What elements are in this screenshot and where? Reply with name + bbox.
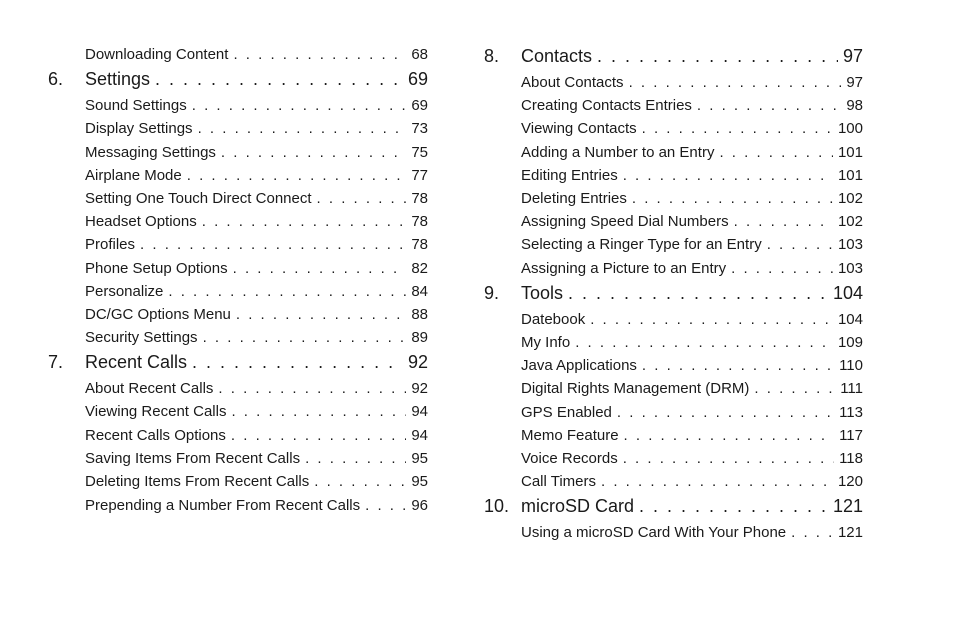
- page-number: 103: [837, 236, 863, 253]
- dot-leader: [791, 524, 833, 541]
- toc-chapter-entry[interactable]: [48, 69, 428, 90]
- toc-section-entry[interactable]: [484, 97, 863, 114]
- page-number: 68: [411, 46, 428, 63]
- section-title: Setting One Touch Direct Connect: [85, 190, 312, 207]
- toc-section-entry[interactable]: [484, 311, 863, 328]
- toc-section-entry[interactable]: [48, 380, 428, 397]
- dot-leader: [365, 497, 406, 514]
- dot-leader: [623, 167, 833, 184]
- toc-section-entry[interactable]: [484, 334, 863, 351]
- page-number: 110: [839, 357, 863, 374]
- toc-section-entry[interactable]: [484, 380, 863, 397]
- toc-section-entry[interactable]: [48, 329, 428, 346]
- toc-section-entry[interactable]: [48, 403, 428, 420]
- page-number: 120: [837, 473, 863, 490]
- toc-section-entry[interactable]: [48, 283, 428, 300]
- dot-leader: [601, 473, 833, 490]
- chapter-title: Tools: [521, 283, 564, 303]
- toc-section-entry[interactable]: [48, 260, 428, 277]
- page-number: 103: [837, 260, 863, 277]
- dot-leader: [198, 120, 407, 137]
- page-number: 104: [832, 283, 863, 303]
- chapter-title: microSD Card: [521, 496, 635, 516]
- chapter-number: 8.: [484, 46, 500, 66]
- dot-leader: [233, 46, 406, 63]
- toc-section-entry[interactable]: [484, 357, 863, 374]
- section-title: Messaging Settings: [85, 144, 216, 161]
- dot-leader: [629, 74, 842, 91]
- section-title: DC/GC Options Menu: [85, 306, 231, 323]
- dot-leader: [731, 260, 833, 277]
- dot-leader: [203, 329, 407, 346]
- dot-leader: [192, 97, 407, 114]
- toc-section-entry[interactable]: [48, 120, 428, 137]
- page-number: 117: [839, 427, 863, 444]
- toc-section-entry[interactable]: [484, 404, 863, 421]
- toc-section-entry[interactable]: [48, 213, 428, 230]
- toc-section-entry[interactable]: [48, 497, 428, 514]
- section-title: Downloading Content: [85, 46, 229, 63]
- chapter-number: 10.: [484, 496, 510, 516]
- chapter-title: Recent Calls: [85, 352, 188, 372]
- page-number: 98: [846, 97, 863, 114]
- dot-leader: [623, 450, 834, 467]
- section-title: Viewing Contacts: [521, 120, 637, 137]
- section-title: Selecting a Ringer Type for an Entry: [521, 236, 762, 253]
- dot-leader: [624, 427, 835, 444]
- page-number: 89: [411, 329, 428, 346]
- toc-section-entry[interactable]: [48, 450, 428, 467]
- dot-leader: [568, 283, 828, 304]
- chapter-number: 9.: [484, 283, 500, 303]
- dot-leader: [590, 311, 833, 328]
- section-title: Display Settings: [85, 120, 193, 137]
- dot-leader: [192, 352, 403, 373]
- dot-leader: [617, 404, 834, 421]
- page-number: 109: [837, 334, 863, 351]
- section-title: Security Settings: [85, 329, 198, 346]
- section-title: Editing Entries: [521, 167, 618, 184]
- dot-leader: [632, 190, 833, 207]
- page-number: 113: [839, 404, 863, 421]
- page-number: 102: [837, 213, 863, 230]
- page-number: 84: [411, 283, 428, 300]
- page-number: 100: [837, 120, 863, 137]
- section-title: Recent Calls Options: [85, 427, 226, 444]
- dot-leader: [754, 380, 835, 397]
- dot-leader: [155, 69, 403, 90]
- section-title: Phone Setup Options: [85, 260, 228, 277]
- dot-leader: [187, 167, 407, 184]
- section-title: Memo Feature: [521, 427, 619, 444]
- page-number: 82: [411, 260, 428, 277]
- page-number: 92: [411, 380, 428, 397]
- toc-section-entry[interactable]: [484, 120, 863, 137]
- toc-section-entry[interactable]: [484, 190, 863, 207]
- dot-leader: [697, 97, 841, 114]
- toc-chapter-entry[interactable]: [484, 496, 863, 517]
- page-number: 78: [411, 236, 428, 253]
- toc-section-entry[interactable]: [48, 427, 428, 444]
- dot-leader: [642, 120, 833, 137]
- chapter-title: Settings: [85, 69, 151, 89]
- dot-leader: [719, 144, 833, 161]
- section-title: Digital Rights Management (DRM): [521, 380, 750, 397]
- page-number: 97: [846, 74, 863, 91]
- dot-leader: [734, 213, 833, 230]
- chapter-title: Contacts: [521, 46, 593, 66]
- page-number: 77: [411, 167, 428, 184]
- page-number: 69: [407, 69, 428, 89]
- toc-chapter-entry[interactable]: [484, 46, 863, 67]
- page-number: 94: [411, 427, 428, 444]
- dot-leader: [218, 380, 406, 397]
- section-title: About Contacts: [521, 74, 624, 91]
- section-title: About Recent Calls: [85, 380, 214, 397]
- dot-leader: [236, 306, 406, 323]
- toc-section-entry[interactable]: [48, 190, 428, 207]
- page-number: 78: [411, 190, 428, 207]
- dot-leader: [597, 46, 838, 67]
- section-title: Airplane Mode: [85, 167, 182, 184]
- page-number: 73: [411, 120, 428, 137]
- toc-section-entry[interactable]: [48, 46, 428, 63]
- chapter-number: 7.: [48, 352, 64, 372]
- section-title: My Info: [521, 334, 571, 351]
- toc-chapter-entry[interactable]: [484, 283, 863, 304]
- section-title: Adding a Number to an Entry: [521, 144, 715, 161]
- page-number: 96: [411, 497, 428, 514]
- toc-section-entry[interactable]: [484, 167, 863, 184]
- toc-section-entry[interactable]: [484, 524, 863, 541]
- page-number: 92: [407, 352, 428, 372]
- section-title: Deleting Entries: [521, 190, 627, 207]
- page-number: 118: [839, 450, 863, 467]
- section-title: Voice Records: [521, 450, 618, 467]
- dot-leader: [140, 236, 406, 253]
- page-number: 111: [840, 380, 863, 397]
- page-number: 69: [411, 97, 428, 114]
- toc-section-entry[interactable]: [484, 213, 863, 230]
- dot-leader: [317, 190, 407, 207]
- page-number: 97: [842, 46, 863, 66]
- toc-section-entry[interactable]: [484, 473, 863, 490]
- dot-leader: [231, 427, 406, 444]
- section-title: Deleting Items From Recent Calls: [85, 473, 310, 490]
- page-number: 95: [411, 450, 428, 467]
- page-number: 104: [837, 311, 863, 328]
- dot-leader: [231, 403, 406, 420]
- section-title: Prepending a Number From Recent Calls: [85, 497, 361, 514]
- section-title: Profiles: [85, 236, 136, 253]
- page-number: 78: [411, 213, 428, 230]
- page-number: 121: [837, 524, 863, 541]
- section-title: Sound Settings: [85, 97, 187, 114]
- dot-leader: [767, 236, 833, 253]
- section-title: Assigning Speed Dial Numbers: [521, 213, 729, 230]
- toc-section-entry[interactable]: [484, 144, 863, 161]
- page-number: 95: [411, 473, 428, 490]
- section-title: Personalize: [85, 283, 164, 300]
- dot-leader: [233, 260, 407, 277]
- section-title: Call Timers: [521, 473, 597, 490]
- toc-section-entry[interactable]: [484, 427, 863, 444]
- page-number: 94: [411, 403, 428, 420]
- section-title: Headset Options: [85, 213, 197, 230]
- dot-leader: [202, 213, 407, 230]
- toc-section-entry[interactable]: [48, 144, 428, 161]
- toc-section-entry[interactable]: [484, 236, 863, 253]
- toc-section-entry[interactable]: [48, 236, 428, 253]
- toc-section-entry[interactable]: [48, 97, 428, 114]
- section-title: Saving Items From Recent Calls: [85, 450, 301, 467]
- page-number: 102: [837, 190, 863, 207]
- toc-section-entry[interactable]: [48, 306, 428, 323]
- page-number: 88: [411, 306, 428, 323]
- toc-section-entry[interactable]: [484, 260, 863, 277]
- section-title: Using a microSD Card With Your Phone: [521, 524, 787, 541]
- section-title: Java Applications: [521, 357, 637, 374]
- dot-leader: [168, 283, 406, 300]
- section-title: GPS Enabled: [521, 404, 612, 421]
- toc-section-entry[interactable]: [48, 167, 428, 184]
- dot-leader: [314, 473, 406, 490]
- section-title: Creating Contacts Entries: [521, 97, 692, 114]
- section-title: Viewing Recent Calls: [85, 403, 227, 420]
- toc-section-entry[interactable]: [48, 473, 428, 490]
- chapter-number: 6.: [48, 69, 64, 89]
- dot-leader: [575, 334, 833, 351]
- page-number: 121: [832, 496, 863, 516]
- dot-leader: [639, 496, 828, 517]
- page-number: 101: [837, 144, 863, 161]
- toc-chapter-entry[interactable]: [48, 352, 428, 373]
- page-number: 75: [411, 144, 428, 161]
- dot-leader: [221, 144, 406, 161]
- section-title: Datebook: [521, 311, 586, 328]
- toc-section-entry[interactable]: [484, 450, 863, 467]
- toc-section-entry[interactable]: [484, 74, 863, 91]
- dot-leader: [642, 357, 834, 374]
- page-number: 101: [837, 167, 863, 184]
- section-title: Assigning a Picture to an Entry: [521, 260, 727, 277]
- dot-leader: [305, 450, 406, 467]
